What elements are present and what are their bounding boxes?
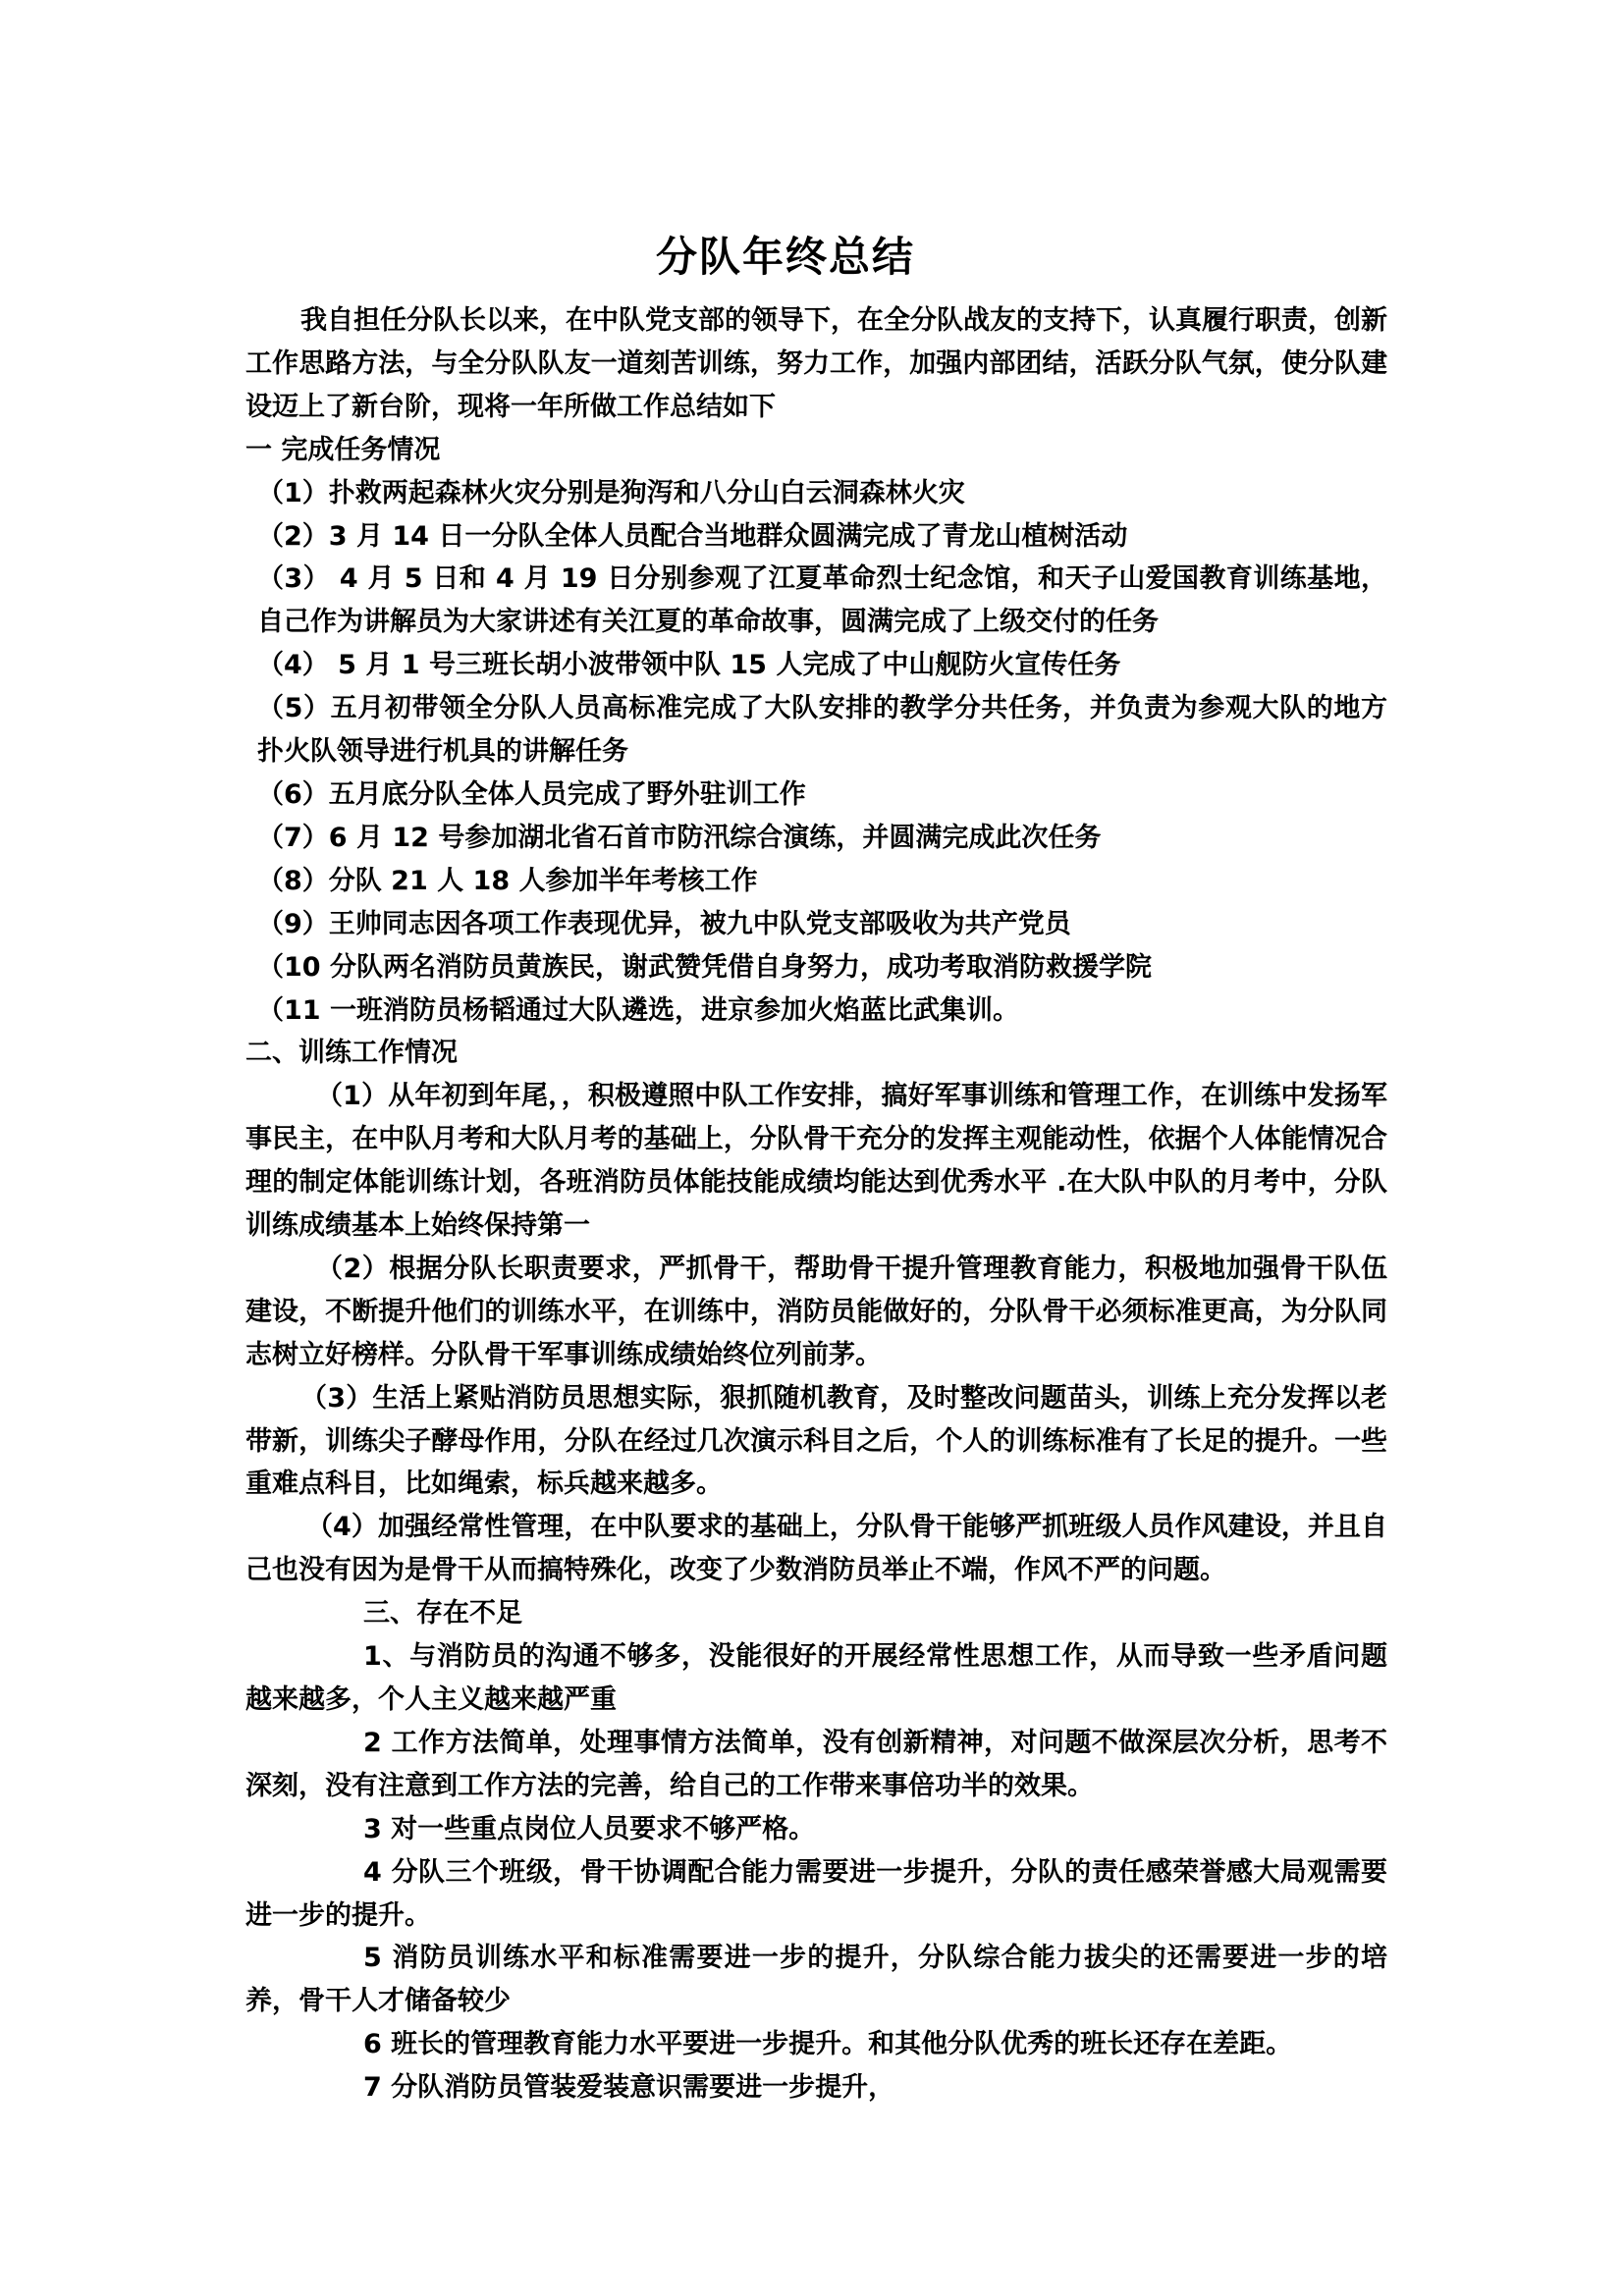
section1-item: （10 分队两名消防员黄族民，谢武赞凭借自身努力，成功考取消防救援学院 <box>257 951 1152 983</box>
section3-item: 6 班长的管理教育能力水平要进一步提升。和其他分队优秀的班长还存在差距。 <box>363 2029 1293 2060</box>
section1-item: （3） 4 月 5 日和 4 月 19 日分别参观了江夏革命烈士纪念馆，和天子山爱国教育训练基地，自己作为讲解员为大家讲述有关江夏的革命故事，圆满完成了上级交付的任务 <box>257 563 1387 638</box>
section1-item: （6）五月底分队全体人员完成了野外驻训工作 <box>257 778 806 810</box>
section1-item: （11 一班消防员杨韬通过大队遴选，进京参加火焰蓝比武集训。 <box>257 994 1019 1026</box>
section3-item: 7 分队消防员管装爱装意识需要进一步提升， <box>363 2072 895 2104</box>
section1-item: （4） 5 月 1 号三班长胡小波带领中队 15 人完成了中山舰防火宣传任务 <box>257 650 1121 681</box>
section3-item: 5 消防员训练水平和标准需要进一步的提升，分队综合能力拔尖的还需要进一步的培养，骨干人才储备较少 <box>245 1943 1387 2017</box>
section1-item: （8）分队 21 人 18 人参加半年考核工作 <box>257 865 758 896</box>
document-title: 分队年终总结 <box>655 233 915 281</box>
section1-heading: 一 完成任务情况 <box>245 434 441 465</box>
section2-paragraph: （3）生活上紧贴消防员思想实际，狠抓随机教育，及时整改问题苗头，训练上充分发挥以老带新，训练尖子酵母作用，分队在经过几次演示科目之后，个人的训练标准有了长足的提升。一些重难点科目，比如绳索，标兵越来越多。 <box>245 1382 1387 1500</box>
section3-item: 3 对一些重点岗位人员要求不够严格。 <box>363 1813 816 1844</box>
intro-paragraph: 我自担任分队长以来，在中队党支部的领导下，在全分队战友的支持下，认真履行职责，创新工作思路方法，与全分队队友一道刻苦训练，努力工作，加强内部团结，活跃分队气氛，使分队建设迈上了新台阶，现将一年所做工作总结如下 <box>245 305 1387 422</box>
section1-item: （1）扑救两起森林火灾分别是狗泻和八分山白云洞森林火灾 <box>257 477 965 508</box>
section3-item: 4 分队三个班级，骨干协调配合能力需要进一步提升，分队的责任感荣誉感大局观需要进一步的提升。 <box>245 1856 1387 1931</box>
section1-item: （5）五月初带领全分队人员高标准完成了大队安排的教学分共任务，并负责为参观大队的地方扑火队领导进行机具的讲解任务 <box>257 693 1387 768</box>
section1-item: （2）3 月 14 日一分队全体人员配合当地群众圆满完成了青龙山植树活动 <box>257 520 1128 552</box>
section3-item: 2 工作方法简单，处理事情方法简单，没有创新精神，对问题不做深层次分析，思考不深刻，没有注意到工作方法的完善，给自己的工作带来事倍功半的效果。 <box>245 1727 1387 1801</box>
section3-item: 1、与消防员的沟通不够多，没能很好的开展经常性思想工作，从而导致一些矛盾问题越来越多，个人主义越来越严重 <box>245 1641 1387 1715</box>
section2-paragraph: （1）从年初到年尾，，积极遵照中队工作安排，搞好军事训练和管理工作，在训练中发扬军事民主，在中队月考和大队月考的基础上，分队骨干充分的发挥主观能动性，依据个人体能情况合理的制定体能训练计划，各班消防员体能技能成绩均能达到优秀水平 .在大队中队的月考中，分队训练成绩基本上始终保持第一 <box>245 1081 1387 1242</box>
section2-paragraph: （4）加强经常性管理，在中队要求的基础上，分队骨干能够严抓班级人员作风建设，并且自己也没有因为是骨干从而搞特殊化，改变了少数消防员举止不端，作风不严的问题。 <box>245 1512 1387 1586</box>
section2-paragraph: （2）根据分队长职责要求，严抓骨干，帮助骨干提升管理教育能力，积极地加强骨干队伍建设，不断提升他们的训练水平，在训练中，消防员能做好的，分队骨干必须标准更高，为分队同志树立好榜样。分队骨干军事训练成绩始终位列前茅。 <box>245 1253 1387 1370</box>
document-body <box>245 299 1387 2109</box>
section3-heading: 三、存在不足 <box>363 1598 522 1629</box>
section1-item: （7）6 月 12 号参加湖北省石首市防汛综合演练，并圆满完成此次任务 <box>257 822 1102 853</box>
section1-item: （9）王帅同志因各项工作表现优异，被九中队党支部吸收为共产党员 <box>257 908 1071 939</box>
section2-heading: 二、训练工作情况 <box>245 1038 458 1069</box>
